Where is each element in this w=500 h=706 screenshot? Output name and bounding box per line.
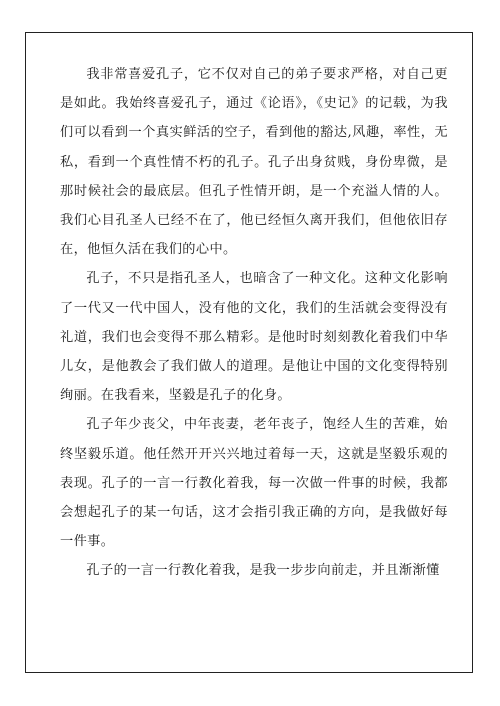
paragraph-4: 孔子的一言一行教化着我，是我一步步向前走，并且渐渐懂 xyxy=(86,563,440,579)
paragraph-2: 孔子，不只是指孔圣人，也暗含了一种文化。这种文化影响了一代又一代中国人，没有他的文化，我们的生活就会变得没有礼道，我们也会变得不那么精彩。是他时时刻刻教化着我们中华儿女，是他教会了我们做人的道理。是他让中国的文化变得特别绚丽。在我看来，坚毅是孔子的化身。 xyxy=(60,271,448,404)
body-text xyxy=(60,60,448,586)
paragraph-3: 孔子年少丧父，中年丧妻，老年丧子，饱经人生的苦难，始终坚毅乐道。他任然开开兴兴地过着每一天，这就是坚毅乐观的表现。孔子的一言一行教化着我，每一次做一件事的时候，我都会想起孔子的某一句话，这才会指引我正确的方向，是我做好每一件事。 xyxy=(60,417,448,550)
paragraph-1: 我非常喜爱孔子，它不仅对自己的弟子要求严格，对自己更是如此。我始终喜爱孔子，通过《论语》，《史记》的记载，为我们可以看到一个真实鲜活的空子，看到他的豁达,风趣，率性，无私，看到一个真性情不朽的孔子。孔子出身贫贱，身份卑微，是那时候社会的最底层。但孔子性情开朗，是一个充溢人情的人。我们心目孔圣人已经不在了，他已经恒久离开我们，但他依旧存在，他恒久活在我们的心中。 xyxy=(60,67,448,258)
